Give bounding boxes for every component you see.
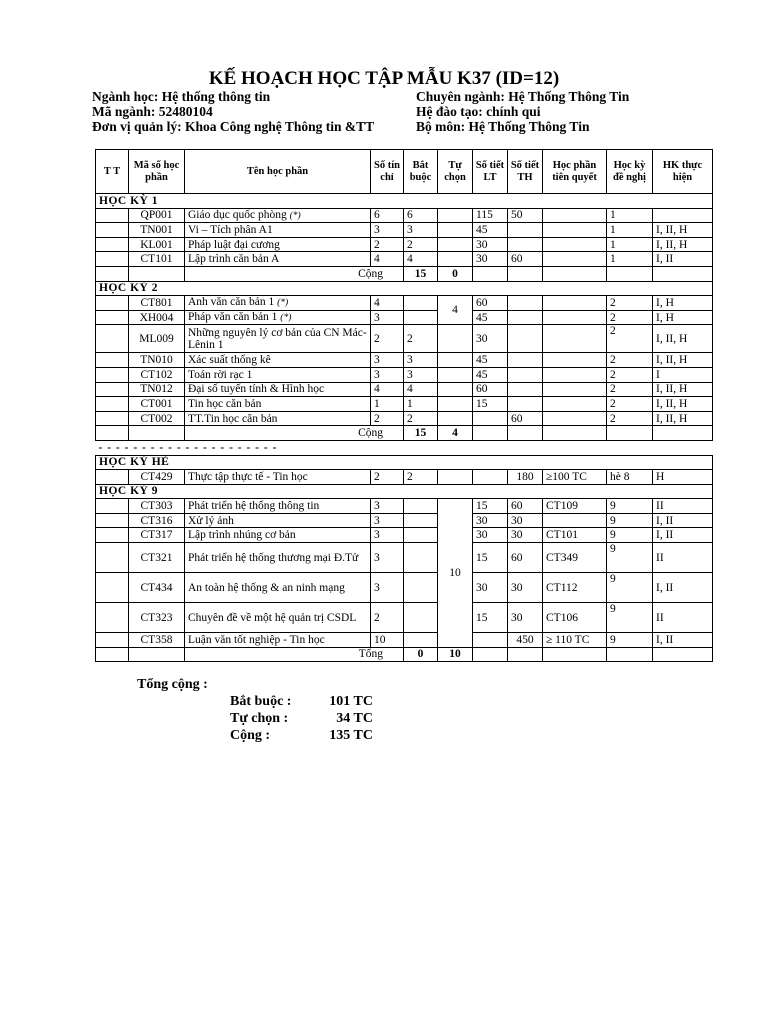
required	[404, 573, 438, 603]
credits: 3	[371, 513, 404, 528]
suggested-term: 2	[607, 325, 653, 353]
theory-hours: 30	[473, 573, 508, 603]
term-offered: I, II	[653, 528, 713, 543]
practice-hours	[508, 237, 543, 252]
theory-hours: 45	[473, 367, 508, 382]
course-name: Thực tập thực tế - Tin học	[185, 470, 371, 485]
sum-label: Cộng	[185, 426, 404, 441]
elective	[438, 237, 473, 252]
separator-row	[96, 440, 713, 455]
practice-hours	[508, 397, 543, 412]
sum-label: Cộng	[185, 266, 404, 281]
required: 4	[404, 382, 438, 397]
prerequisite	[543, 367, 607, 382]
suggested-term: 9	[607, 573, 653, 603]
table-row	[96, 397, 713, 412]
table-row	[96, 470, 713, 485]
course-name: Pháp văn căn bản 1 (*)	[185, 310, 371, 325]
table-row	[96, 603, 713, 633]
course-code: CT323	[129, 603, 185, 633]
term-offered: I, H	[653, 310, 713, 325]
major-label: Ngành học: Hệ thống thông tin	[92, 89, 271, 104]
table-row	[96, 411, 713, 426]
suggested-term: 9	[607, 528, 653, 543]
theory-hours: 15	[473, 397, 508, 412]
totals-heading: Tổng cộng :	[137, 677, 208, 692]
col-required: Bắt buộc	[404, 150, 438, 194]
prerequisite	[543, 296, 607, 311]
course-note: (*)	[280, 313, 292, 324]
practice-hours: 60	[508, 543, 543, 573]
prerequisite	[543, 411, 607, 426]
managing-unit: Đơn vị quản lý: Khoa Công nghệ Thông tin &TT	[92, 119, 375, 134]
credits: 4	[371, 382, 404, 397]
suggested-term: 2	[607, 296, 653, 311]
col-credits: Số tín chỉ	[371, 150, 404, 194]
course-note: (*)	[277, 298, 289, 309]
suggested-term: 1	[607, 208, 653, 223]
prerequisite	[543, 325, 607, 353]
course-name: Xử lý ảnh	[185, 513, 371, 528]
required: 4	[404, 252, 438, 267]
suggested-term: 2	[607, 382, 653, 397]
suggested-term: hè 8	[607, 470, 653, 485]
section-label: HỌC KỲ 1	[96, 194, 713, 209]
suggested-term: 9	[607, 633, 653, 648]
credits: 4	[371, 252, 404, 267]
practice-hours	[508, 353, 543, 368]
course-name: Lập trình căn bản A	[185, 252, 371, 267]
col-course-name: Tên học phần	[185, 150, 371, 194]
theory-hours: 30	[473, 528, 508, 543]
course-code: CT358	[129, 633, 185, 648]
sum-row	[96, 266, 713, 281]
sum-label: Tổng	[185, 647, 404, 662]
course-code: CT317	[129, 528, 185, 543]
section-header	[96, 194, 713, 209]
sum-elective: 4	[438, 426, 473, 441]
sum-row	[96, 647, 713, 662]
suggested-term: 2	[607, 367, 653, 382]
col-theory-hours: Số tiết LT	[473, 150, 508, 194]
elective	[438, 470, 473, 485]
term-offered: I, II, H	[653, 223, 713, 238]
practice-hours	[508, 382, 543, 397]
practice-hours: 60	[508, 411, 543, 426]
credits: 3	[371, 310, 404, 325]
sum-elective: 10	[438, 647, 473, 662]
course-name: Phát triển hệ thống thương mại Đ.Tử	[185, 543, 371, 573]
required	[404, 310, 438, 325]
prerequisite	[543, 223, 607, 238]
section-header	[96, 281, 713, 296]
course-name: Lập trình nhúng cơ bản	[185, 528, 371, 543]
col-elective: Tự chọn	[438, 150, 473, 194]
section-header	[96, 455, 713, 470]
course-code: CT001	[129, 397, 185, 412]
required: 2	[404, 470, 438, 485]
credits: 3	[371, 499, 404, 514]
course-code: TN001	[129, 223, 185, 238]
suggested-term: 9	[607, 543, 653, 573]
elective	[438, 252, 473, 267]
prerequisite	[543, 353, 607, 368]
required	[404, 603, 438, 633]
theory-hours: 15	[473, 499, 508, 514]
theory-hours: 60	[473, 382, 508, 397]
prerequisite: CT349	[543, 543, 607, 573]
course-code: KL001	[129, 237, 185, 252]
table-row	[96, 252, 713, 267]
term-offered: I, II, H	[653, 353, 713, 368]
term-offered: I, II, H	[653, 382, 713, 397]
theory-hours: 15	[473, 543, 508, 573]
dashed-separator: - - - - - - - - - - - - - - - - - - - - -	[96, 440, 713, 455]
prerequisite: CT101	[543, 528, 607, 543]
prerequisite	[543, 208, 607, 223]
col-course-code: Mã số học phần	[129, 150, 185, 194]
training-system: Hệ đào tạo: chính qui	[416, 104, 541, 119]
credits: 4	[371, 296, 404, 311]
credits: 3	[371, 573, 404, 603]
study-plan-table	[95, 149, 713, 662]
course-code: CT801	[129, 296, 185, 311]
prerequisite	[543, 252, 607, 267]
course-code: ML009	[129, 325, 185, 353]
course-code: CT316	[129, 513, 185, 528]
term-offered: I, II	[653, 573, 713, 603]
credits: 3	[371, 367, 404, 382]
required	[404, 633, 438, 648]
course-code: CT101	[129, 252, 185, 267]
prerequisite: CT109	[543, 499, 607, 514]
required	[404, 499, 438, 514]
table-row	[96, 237, 713, 252]
sum-required: 15	[404, 426, 438, 441]
practice-hours: 30	[508, 513, 543, 528]
prerequisite	[543, 397, 607, 412]
required: 6	[404, 208, 438, 223]
table-row	[96, 382, 713, 397]
term-offered: I, II, H	[653, 397, 713, 412]
elective	[438, 208, 473, 223]
theory-hours	[473, 470, 508, 485]
section-label: HỌC KỲ 9	[96, 484, 713, 499]
elective	[438, 223, 473, 238]
course-name: Xác suất thống kê	[185, 353, 371, 368]
col-prerequisite: Học phần tiên quyết	[543, 150, 607, 194]
course-name: Phát triển hệ thống thông tin	[185, 499, 371, 514]
page-title: KẾ HOẠCH HỌC TẬP MẪU K37 (ID=12)	[208, 68, 560, 89]
credits: 3	[371, 353, 404, 368]
table-row	[96, 543, 713, 573]
term-offered: H	[653, 470, 713, 485]
term-offered: I, II, H	[653, 411, 713, 426]
grand-total-value: 135 TC	[329, 728, 373, 743]
course-name: Vi – Tích phân A1	[185, 223, 371, 238]
table-header	[96, 150, 713, 194]
table-row	[96, 208, 713, 223]
practice-hours	[508, 310, 543, 325]
col-tt: T T	[96, 150, 129, 194]
term-offered: I	[653, 367, 713, 382]
elective-total-value: 34 TC	[336, 711, 373, 726]
required: 2	[404, 237, 438, 252]
elective-group: 10	[438, 499, 473, 647]
term-offered	[653, 208, 713, 223]
term-offered: II	[653, 603, 713, 633]
table-row	[96, 223, 713, 238]
section-label: HỌC KỲ HÈ	[96, 455, 713, 470]
table-row	[96, 367, 713, 382]
theory-hours: 60	[473, 296, 508, 311]
elective-group: 4	[438, 296, 473, 325]
credits: 2	[371, 470, 404, 485]
department: Bộ môn: Hệ Thống Thông Tin	[416, 119, 590, 134]
course-name: TT.Tin học căn bản	[185, 411, 371, 426]
required: 3	[404, 353, 438, 368]
prerequisite	[543, 237, 607, 252]
col-suggested-term: Học kỳ đề nghị	[607, 150, 653, 194]
course-note: (*)	[289, 210, 301, 221]
prerequisite	[543, 382, 607, 397]
course-name: Anh văn căn bản 1 (*)	[185, 296, 371, 311]
suggested-term: 2	[607, 310, 653, 325]
prerequisite: ≥ 110 TC	[543, 633, 607, 648]
table-row	[96, 528, 713, 543]
course-code: CT102	[129, 367, 185, 382]
theory-hours: 45	[473, 353, 508, 368]
practice-hours: 30	[508, 603, 543, 633]
practice-hours: 30	[508, 528, 543, 543]
theory-hours: 45	[473, 223, 508, 238]
practice-hours: 450	[508, 633, 543, 648]
suggested-term: 1	[607, 237, 653, 252]
col-term-offered: HK thực hiện	[653, 150, 713, 194]
course-name: Đại số tuyến tính & Hình học	[185, 382, 371, 397]
term-offered: II	[653, 499, 713, 514]
sum-row	[96, 426, 713, 441]
required: 1	[404, 397, 438, 412]
sum-required: 0	[404, 647, 438, 662]
course-code: CT002	[129, 411, 185, 426]
table-row	[96, 353, 713, 368]
credits: 2	[371, 603, 404, 633]
table-row	[96, 513, 713, 528]
course-code: CT303	[129, 499, 185, 514]
table-row	[96, 310, 713, 325]
course-name: Tin học căn bản	[185, 397, 371, 412]
practice-hours: 180	[508, 470, 543, 485]
credits: 1	[371, 397, 404, 412]
theory-hours: 15	[473, 603, 508, 633]
suggested-term: 9	[607, 603, 653, 633]
practice-hours: 30	[508, 573, 543, 603]
grand-total-label: Cộng :	[230, 728, 271, 743]
required-total-label: Bắt buộc :	[230, 694, 292, 709]
practice-hours: 60	[508, 252, 543, 267]
suggested-term: 9	[607, 513, 653, 528]
course-code: CT321	[129, 543, 185, 573]
practice-hours: 60	[508, 499, 543, 514]
required	[404, 296, 438, 311]
practice-hours	[508, 325, 543, 353]
sum-elective: 0	[438, 266, 473, 281]
credits: 10	[371, 633, 404, 648]
course-name: Toán rời rạc 1	[185, 367, 371, 382]
term-offered: I, II, H	[653, 325, 713, 353]
course-code: QP001	[129, 208, 185, 223]
section-label: HỌC KỲ 2	[96, 281, 713, 296]
course-name: Luận văn tốt nghiệp - Tin học	[185, 633, 371, 648]
major-code: Mã ngành: 52480104	[92, 104, 213, 119]
table-row	[96, 296, 713, 311]
credits: 2	[371, 411, 404, 426]
theory-hours: 115	[473, 208, 508, 223]
practice-hours	[508, 223, 543, 238]
credits: 3	[371, 223, 404, 238]
term-offered: I, II	[653, 633, 713, 648]
suggested-term: 2	[607, 353, 653, 368]
course-name: An toàn hệ thống & an ninh mạng	[185, 573, 371, 603]
sum-required: 15	[404, 266, 438, 281]
col-practice-hours: Số tiết TH	[508, 150, 543, 194]
course-code: CT429	[129, 470, 185, 485]
suggested-term: 2	[607, 411, 653, 426]
theory-hours: 45	[473, 310, 508, 325]
required: 2	[404, 411, 438, 426]
course-code: TN012	[129, 382, 185, 397]
course-name: Giáo dục quốc phòng (*)	[185, 208, 371, 223]
theory-hours: 30	[473, 325, 508, 353]
suggested-term: 1	[607, 252, 653, 267]
practice-hours	[508, 367, 543, 382]
section-header	[96, 484, 713, 499]
term-offered: I, II	[653, 252, 713, 267]
suggested-term: 9	[607, 499, 653, 514]
credits: 3	[371, 528, 404, 543]
prerequisite	[543, 310, 607, 325]
prerequisite: CT106	[543, 603, 607, 633]
credits: 2	[371, 325, 404, 353]
theory-hours	[473, 411, 508, 426]
term-offered: I, H	[653, 296, 713, 311]
required	[404, 543, 438, 573]
table-row	[96, 325, 713, 353]
prerequisite	[543, 513, 607, 528]
term-offered: II	[653, 543, 713, 573]
required: 3	[404, 223, 438, 238]
credits: 2	[371, 237, 404, 252]
required-total-value: 101 TC	[329, 694, 373, 709]
course-code: XH004	[129, 310, 185, 325]
course-code: CT434	[129, 573, 185, 603]
table-row	[96, 499, 713, 514]
theory-hours: 30	[473, 252, 508, 267]
prerequisite: CT112	[543, 573, 607, 603]
term-offered: I, II, H	[653, 237, 713, 252]
table-row	[96, 573, 713, 603]
specialization: Chuyên ngành: Hệ Thống Thông Tin	[416, 89, 630, 104]
required	[404, 528, 438, 543]
course-code: TN010	[129, 353, 185, 368]
course-name: Những nguyên lý cơ bản của CN Mác-Lênin 1	[185, 325, 371, 353]
practice-hours	[508, 296, 543, 311]
theory-hours: 30	[473, 513, 508, 528]
course-name: Pháp luật đại cương	[185, 237, 371, 252]
table-row	[96, 633, 713, 648]
required: 3	[404, 367, 438, 382]
credits: 6	[371, 208, 404, 223]
required	[404, 513, 438, 528]
credits: 3	[371, 543, 404, 573]
theory-hours: 30	[473, 237, 508, 252]
suggested-term: 2	[607, 397, 653, 412]
prerequisite: ≥100 TC	[543, 470, 607, 485]
term-offered: I, II	[653, 513, 713, 528]
course-name: Chuyên đề về một hệ quản trị CSDL	[185, 603, 371, 633]
elective-total-label: Tự chọn :	[230, 711, 289, 726]
theory-hours	[473, 633, 508, 648]
required: 2	[404, 325, 438, 353]
suggested-term: 1	[607, 223, 653, 238]
practice-hours: 50	[508, 208, 543, 223]
